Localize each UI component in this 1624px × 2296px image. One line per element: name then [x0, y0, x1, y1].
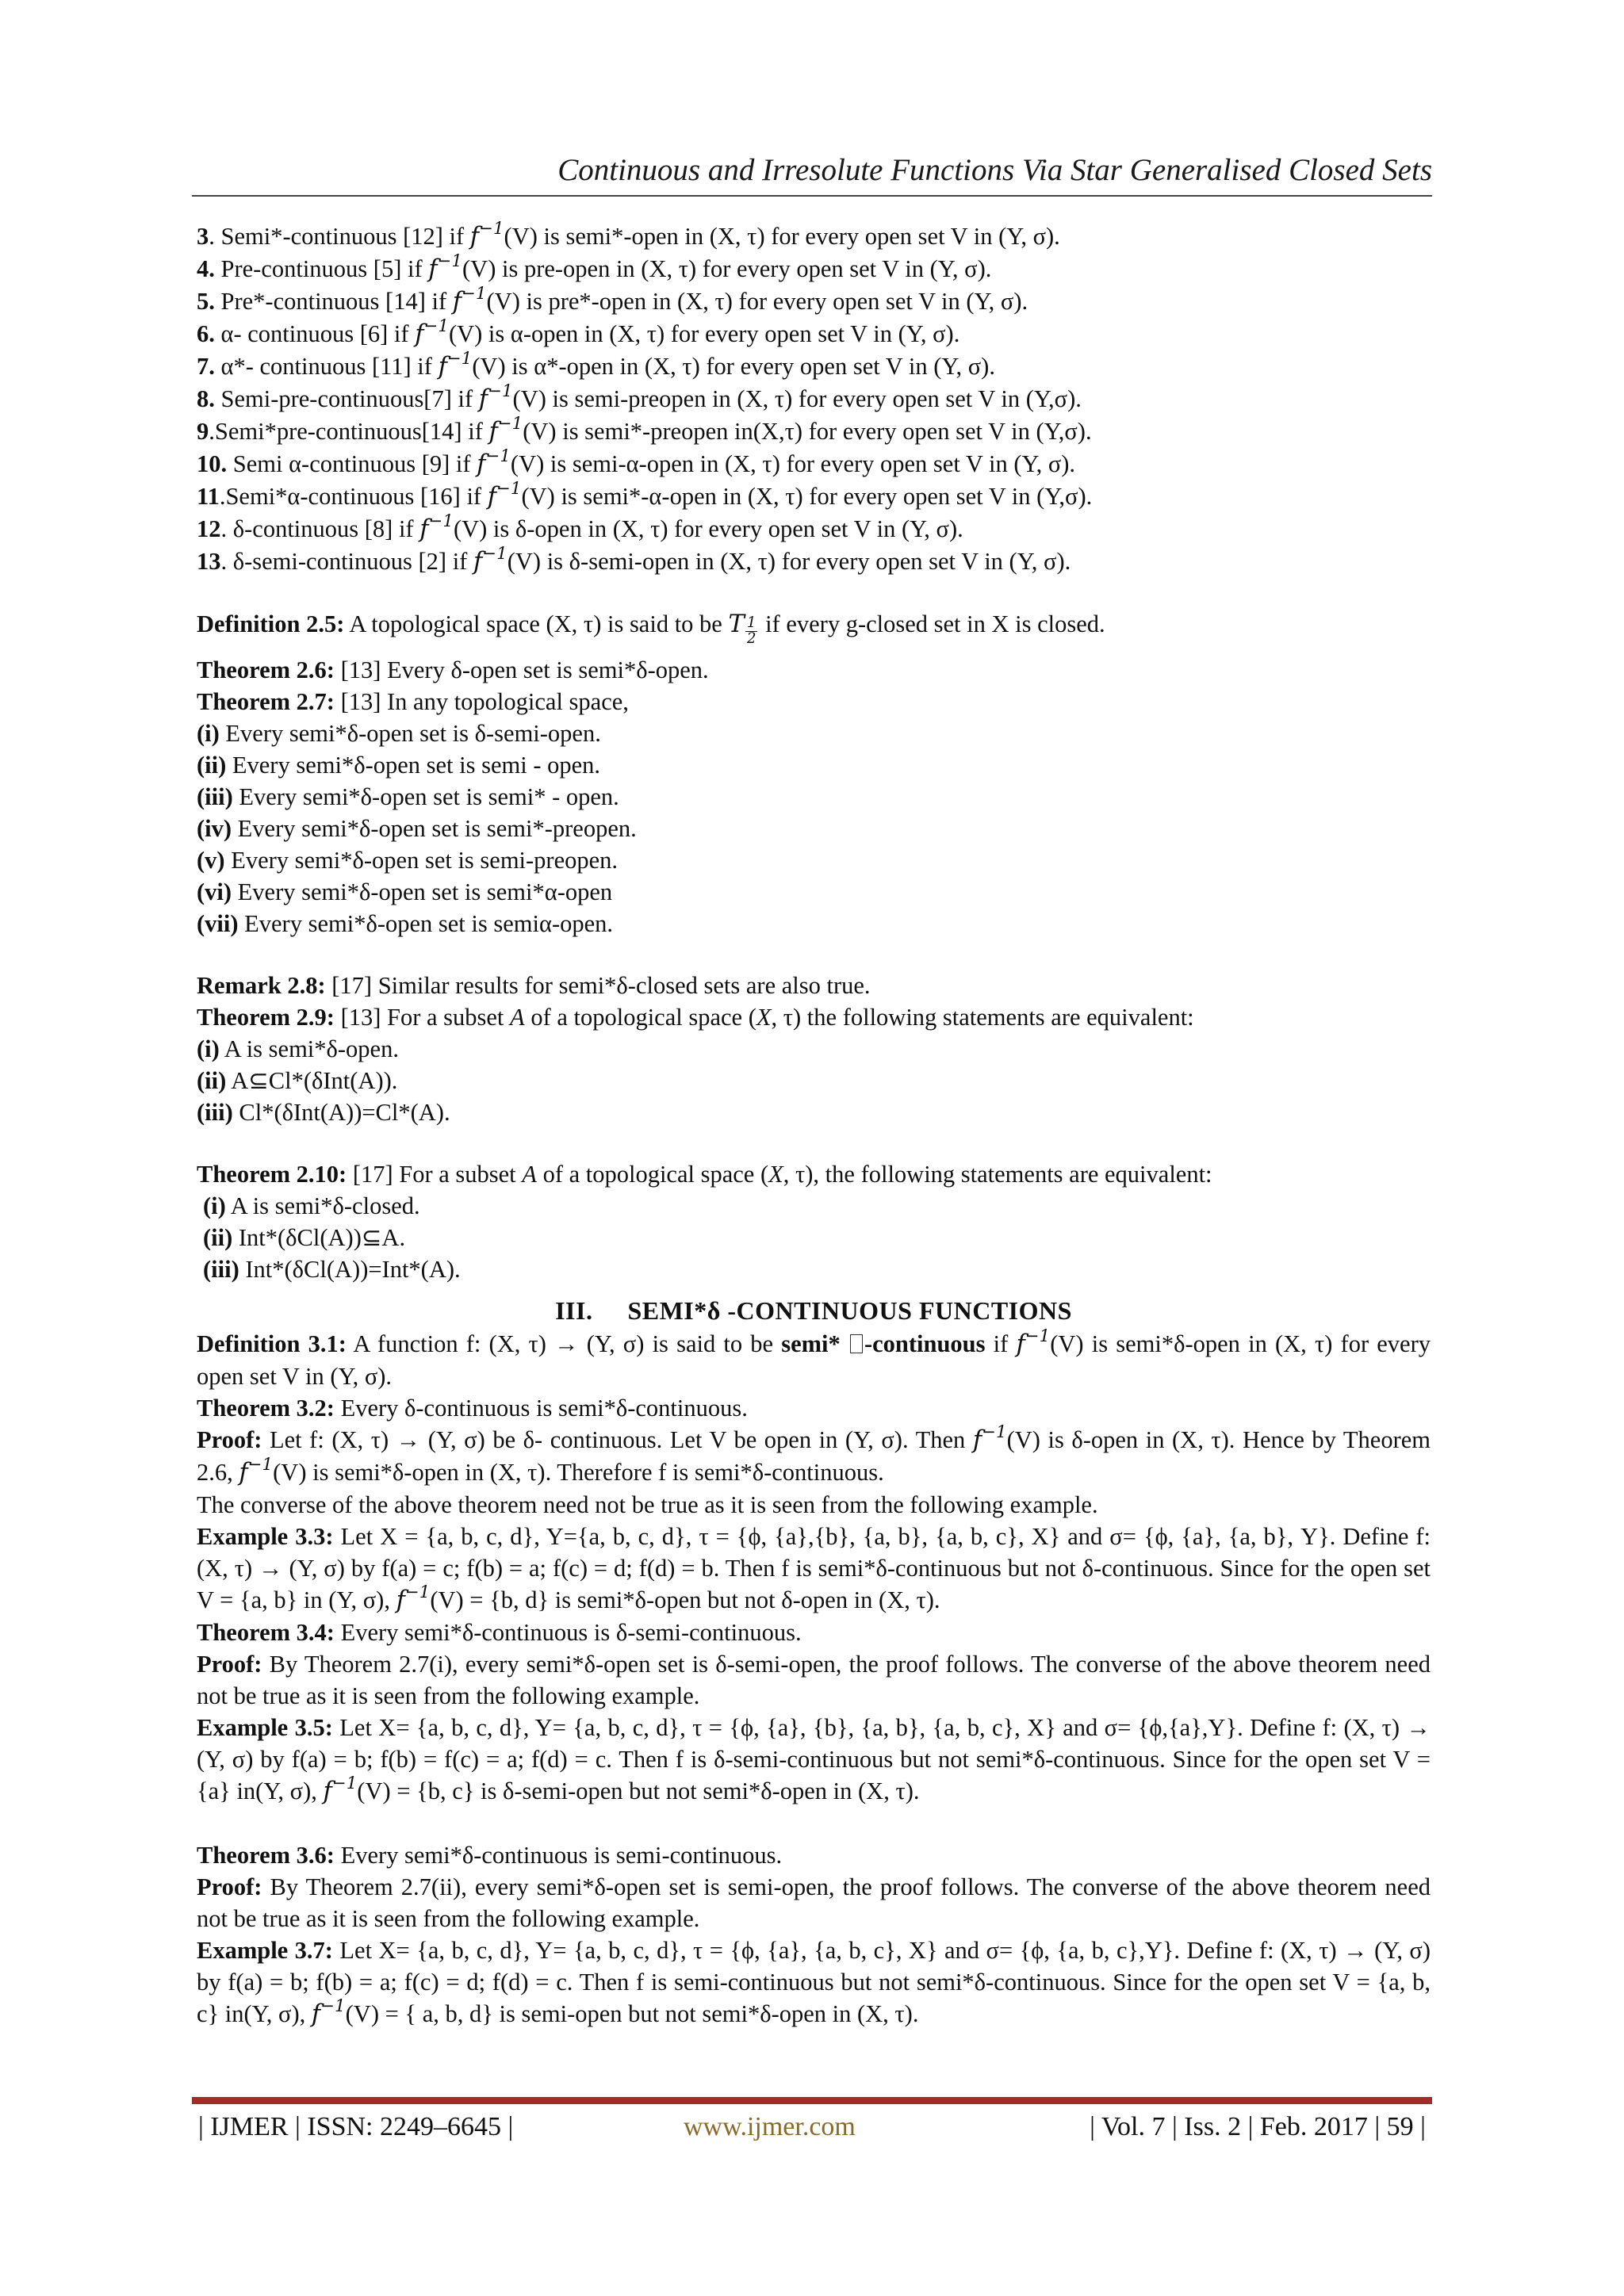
list-item: (ii) Every semi*δ-open set is semi - open. — [197, 752, 601, 779]
page-footer — [198, 2112, 1426, 2147]
list-item: (iii) Cl*(δInt(A))=Cl*(A). — [197, 1099, 450, 1127]
footer-volume-page: | Vol. 7 | Iss. 2 | Feb. 2017 | 59 | — [1090, 2112, 1426, 2141]
spacer — [197, 1808, 1431, 1839]
list-item: (vii) Every semi*δ-open set is semiα-open. — [197, 910, 614, 938]
spacer — [197, 646, 1431, 654]
f-inverse: $f^{-1}$ — [469, 218, 504, 251]
list-item: 10. Semi α-continuous [9] if $f^{-1}(V)$ is semi-α-open in (X, τ) for every open set V in (Y, σ). — [197, 446, 1076, 478]
running-header-title: Continuous and Irresolute Functions Via Star Generalised Closed Sets — [557, 153, 1432, 187]
f-inverse: $f^{-1}$ — [477, 446, 511, 478]
list-item: (iii) Int*(δCl(A))=Int*(A). — [203, 1256, 461, 1284]
list-item: 6. α- continuous [6] if $f^{-1}(V)$ is α-open in (X, τ) for every open set V in (Y, σ). — [197, 316, 960, 348]
f-inverse: $f^{-1}$ — [478, 381, 513, 413]
f-inverse: $f^{-1}$ — [972, 1422, 1007, 1455]
example-3-7: Example 3.7: Let X= {a, b, c, d}, Y= {a, b, c, d}, τ = {ϕ, {a}, {a, b, c}, X} and σ= {ϕ, {a, b, c},Y}. Define f: (X, τ) → (Y, σ) by f(a) = b; f(b) = a; f(c) = d; f(d) = c. Then f is semi-continuous but not semi*δ-continuous. Since for the open set V = {a, b, c} in(Y, σ), $f^{-1}(V)$ = { a, b, d} is semi-open but not semi*δ-open in (X, τ). — [197, 1937, 1431, 2029]
list-item: (i) A is semi*δ-closed. — [203, 1192, 420, 1220]
list-item: (i) A is semi*δ-open. — [197, 1035, 399, 1063]
list-item: 7. α*- continuous [11] if $f^{-1}(V)$ is α*-open in (X, τ) for every open set V in (Y, σ). — [197, 348, 995, 381]
theorem-3-2: Theorem 3.2: Every δ-continuous is semi*δ-continuous. — [197, 1395, 748, 1422]
list-item: (vi) Every semi*δ-open set is semi*α-open — [197, 878, 613, 906]
theorem-2-10: Theorem 2.10: [17] For a subset A of a topological space (X, τ), the following statements are equivalent: — [197, 1161, 1212, 1188]
f-inverse: $f^{-1}$ — [239, 1454, 274, 1487]
f-inverse: $f^{-1}$ — [415, 316, 449, 348]
f-inverse: $f^{-1}$ — [487, 478, 522, 511]
list-item: (i) Every semi*δ-open set is δ-semi-open. — [197, 720, 601, 748]
proof-3-2: Proof: Let f: (X, τ) → (Y, σ) be δ- continuous. Let V be open in (Y, σ). Then $f^{-1}(V)$ is δ-open in (X, τ). Hence by Theorem 2.6, $f^{-1}(V)$ is semi*δ-open in (X, τ). Therefore f is semi*δ-continuous. — [197, 1422, 1431, 1487]
theorem-3-4: Theorem 3.4: Every semi*δ-continuous is δ-semi-continuous. — [197, 1619, 802, 1647]
list-item: 5. Pre*-continuous [14] if $f^{-1}(V)$ is pre*-open in (X, τ) for every open set V in (Y, σ). — [197, 283, 1028, 316]
f-inverse: $f^{-1}$ — [311, 1996, 346, 2029]
t-one-half-symbol: T $\frac{1}{2}$ — [728, 610, 756, 647]
footer-journal-issn: | IJMER | ISSN: 2249–6645 | — [198, 2112, 514, 2141]
section-heading: III. SEMI*δ -CONTINUOUS FUNCTIONS — [555, 1296, 1072, 1326]
definition-2-5: Definition 2.5: A topological space (X, τ) is said to be T $\frac{1}{2}$ if every g-closed set in X is closed. — [197, 610, 1105, 647]
f-inverse: $f^{-1}$ — [419, 511, 454, 543]
list-item: (ii) Int*(δCl(A))⊆A. — [203, 1224, 406, 1252]
f-inverse: $f^{-1}$ — [1016, 1326, 1051, 1359]
spacer — [197, 578, 1431, 608]
list-item: (v) Every semi*δ-open set is semi-preopen. — [197, 847, 619, 874]
definition-3-1: Definition 3.1: A function f: (X, τ) → (Y, σ) is said to be semi* -continuous if $f^{-1}(V)$ is semi*δ-open in (X, τ) for every open set V in (Y, σ). — [197, 1326, 1431, 1391]
continuity-definitions-list — [197, 220, 1431, 578]
list-item: (iii) Every semi*δ-open set is semi* - open. — [197, 783, 619, 811]
spacer — [197, 1128, 1431, 1158]
missing-glyph-box — [850, 1334, 863, 1353]
f-inverse: $f^{-1}$ — [428, 251, 463, 283]
remark-2-8: Remark 2.8: [17] Similar results for semi*δ-closed sets are also true. — [197, 972, 871, 1000]
f-inverse: $f^{-1}$ — [396, 1582, 431, 1615]
f-inverse: $f^{-1}$ — [488, 413, 523, 446]
list-item: 8. Semi-pre-continuous[7] if $f^{-1}(V)$ is semi-preopen in (X, τ) for every open set V in (Y,σ). — [197, 381, 1082, 413]
f-inverse: $f^{-1}$ — [438, 348, 473, 381]
theorem-2-6: Theorem 2.6: [13] Every δ-open set is semi*δ-open. — [197, 656, 709, 684]
theorem-3-6: Theorem 3.6: Every semi*δ-continuous is semi-continuous. — [197, 1842, 783, 1869]
f-inverse: $f^{-1}$ — [452, 283, 487, 316]
example-3-3: Example 3.3: Let X = {a, b, c, d}, Y={a, b, c, d}, τ = {ϕ, {a},{b}, {a, b}, {a, b, c}, X} and σ= {ϕ, {a}, {a, b}, Y}. Define f: (X, τ) → (Y, σ) by f(a) = c; f(b) = a; f(c) = d; f(d) = b. Then f is semi*δ-continuous but not δ-continuous. Since for the open set V = {a, b} in (Y, σ), $f^{-1}(V) = \{b$, d} is semi*δ-open but not δ-open in (X, τ). — [197, 1523, 1431, 1615]
example-3-5: Example 3.5: Let X= {a, b, c, d}, Y= {a, b, c, d}, τ = {ϕ, {a}, {b}, {a, b}, {a, b, c}, X} and σ= {ϕ,{a},Y}. Define f: (X, τ) → (Y, σ) by f(a) = b; f(b) = f(c) = a; f(d) = c. Then f is δ-semi-continuous but not semi*δ-continuous. Since for the open set V = {a} in(Y, σ), $f^{-1}(V) = \{b$, c} is δ-semi-open but not semi*δ-open in (X, τ). — [197, 1714, 1431, 1806]
list-item: 4. Pre-continuous [5] if $f^{-1}(V)$ is pre-open in (X, τ) for every open set V in (Y, σ). — [197, 251, 992, 283]
proof-3-4: Proof: By Theorem 2.7(i), every semi*δ-open set is δ-semi-open, the proof follows. The converse of the above theorem need not be true as it is seen from the following example. — [197, 1651, 1431, 1710]
list-item: (ii) A⊆Cl*(δInt(A)). — [197, 1067, 398, 1095]
page-body — [197, 220, 1431, 2030]
footer-website-link[interactable]: www.ijmer.com — [684, 2112, 856, 2141]
list-item: 9.Semi*pre-continuous[14] if $f^{-1}(V)$ is semi*-preopen in(X,τ) for every open set V in (Y,σ). — [197, 413, 1092, 446]
list-item: (iv) Every semi*δ-open set is semi*-preopen. — [197, 815, 637, 843]
header-rule — [192, 195, 1432, 197]
spacer — [197, 939, 1431, 970]
f-inverse: $f^{-1}$ — [473, 543, 508, 576]
theorem-2-7: Theorem 2.7: [13] In any topological space, — [197, 688, 629, 716]
theorem-2-9: Theorem 2.9: [13] For a subset A of a topological space (X, τ) the following statements are equivalent: — [197, 1004, 1194, 1031]
proof-3-6: Proof: By Theorem 2.7(ii), every semi*δ-open set is semi-open, the proof follows. The converse of the above theorem need not be true as it is seen from the following example. — [197, 1873, 1431, 1933]
footer-rule — [192, 2097, 1432, 2104]
list-item: 12. δ-continuous [8] if $f^{-1}(V)$ is δ-open in (X, τ) for every open set V in (Y, σ). — [197, 511, 963, 543]
list-item: 13. δ-semi-continuous [2] if $f^{-1}(V)$ is δ-semi-open in (X, τ) for every open set V in (Y, σ). — [197, 543, 1071, 576]
converse-note: The converse of the above theorem need not be true as it is seen from the following example. — [197, 1491, 1098, 1519]
list-item: 11.Semi*α-continuous [16] if $f^{-1}(V)$ is semi*-α-open in (X, τ) for every open set V in (Y,σ). — [197, 478, 1093, 511]
f-inverse: $f^{-1}$ — [323, 1773, 358, 1806]
list-item: 3. Semi*-continuous [12] if $f^{-1}(V)$ is semi*-open in (X, τ) for every open set V in (Y, σ). — [197, 218, 1060, 251]
